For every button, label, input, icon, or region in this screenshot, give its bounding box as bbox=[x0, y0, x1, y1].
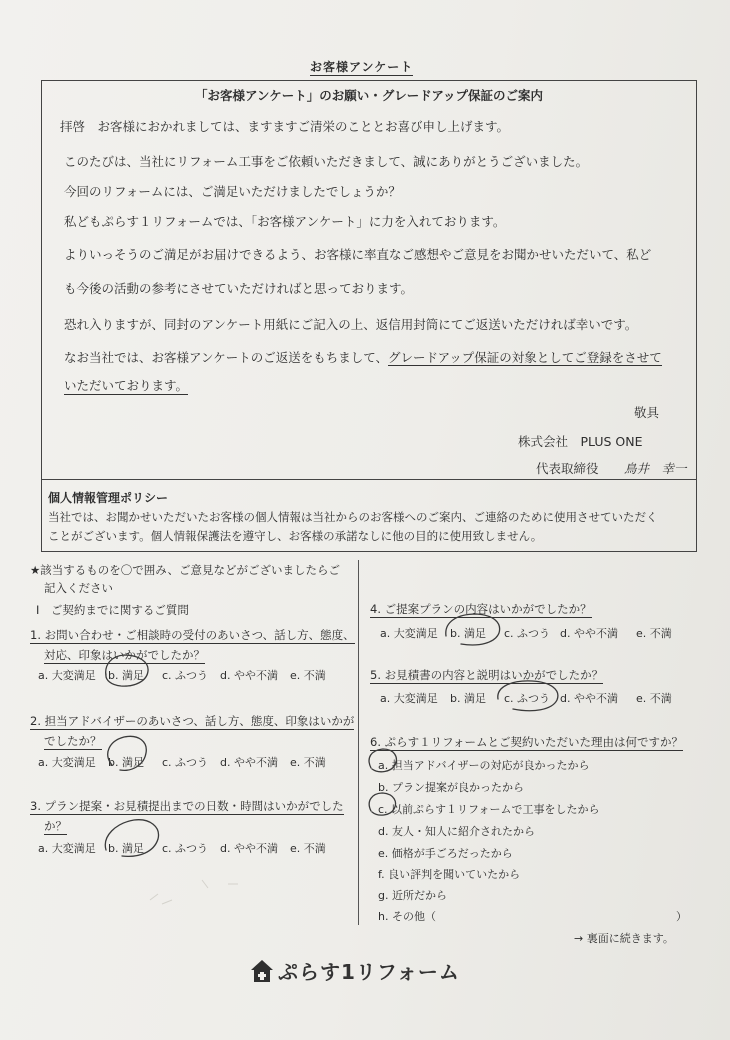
q3-option-a[interactable]: a. 大変満足 bbox=[38, 842, 96, 855]
representative-name: 鳥井 幸一 bbox=[624, 461, 687, 476]
q4-option-e[interactable]: e. 不満 bbox=[636, 627, 672, 640]
company-name: 株式会社 PLUS ONE bbox=[518, 434, 643, 449]
letter-title: 「お客様アンケート」のお願い・グレードアップ保証のご案内 bbox=[195, 88, 544, 103]
reason-g[interactable]: g. 近所だから bbox=[378, 889, 447, 902]
question-2-line-2: でしたか？ bbox=[44, 734, 102, 748]
representative-title: 代表取締役 bbox=[536, 461, 599, 476]
guarantee-underline-2: いただいております。 bbox=[64, 378, 189, 393]
letter-line-3: 今回のリフォームには、ご満足いただけましたでしょうか？ bbox=[64, 184, 401, 199]
q2-option-d[interactable]: d. やや不満 bbox=[220, 756, 278, 769]
question-5: 5. お見積書の内容と説明はいかがでしたか？ bbox=[370, 668, 604, 682]
policy-line-1: 当社では、お聞かせいただいたお客様の個人情報は当社からのお客様へのご案内、ご連絡のために使用させていただく bbox=[48, 510, 658, 524]
q1-option-b[interactable]: b. 満足 bbox=[108, 669, 144, 682]
reason-d[interactable]: d. 友人・知人に紹介されたから bbox=[378, 825, 535, 838]
q5-option-d[interactable]: d. やや不満 bbox=[560, 692, 618, 705]
q5-option-e[interactable]: e. 不満 bbox=[636, 692, 672, 705]
q3-option-d[interactable]: d. やや不満 bbox=[220, 842, 278, 855]
question-4: 4. ご提案プランの内容はいかがでしたか？ bbox=[370, 602, 592, 616]
q2-option-c[interactable]: c. ふつう bbox=[162, 756, 209, 769]
reason-f[interactable]: f. 良い評判を聞いていたから bbox=[378, 868, 521, 881]
reason-h-close: ） bbox=[676, 910, 687, 923]
house-icon bbox=[250, 958, 274, 984]
policy-line-2: ことがございます。個人情報保護法を遵守し、お客様の承諾なしに他の目的に使用致しません。 bbox=[48, 529, 543, 543]
page-title: お客様アンケート bbox=[310, 60, 414, 74]
section-heading: Ⅰ ご契約までに関するご質問 bbox=[36, 603, 189, 617]
letter-line-8-prefix: なお当社では、お客様アンケートのご返送をもちまして、 bbox=[64, 350, 389, 365]
company-logo bbox=[250, 956, 460, 985]
logo-text: ぷらす1リフォーム bbox=[278, 960, 460, 984]
question-2-line-1: 2. 担当アドバイザーのあいさつ、話し方、態度、印象はいかが bbox=[30, 714, 355, 728]
question-1-line-2: 対応、印象はいかがでしたか？ bbox=[44, 648, 205, 662]
reason-c[interactable]: c. 以前ぷらす１リフォームで工事をしたから bbox=[378, 803, 600, 816]
q4-option-d[interactable]: d. やや不満 bbox=[560, 627, 618, 640]
q3-option-b[interactable]: b. 満足 bbox=[108, 842, 144, 855]
closing-word: 敬具 bbox=[634, 405, 660, 420]
guarantee-underline-1: グレードアップ保証の対象としてご登録をさせて bbox=[388, 350, 662, 365]
question-3-line-1: 3. プラン提案・お見積提出までの日数・時間はいかがでした bbox=[30, 799, 344, 813]
q4-option-b[interactable]: b. 満足 bbox=[450, 627, 486, 640]
letter-line-6: も今後の活動の参考にさせていただければと思っております。 bbox=[64, 281, 414, 296]
q3-option-e[interactable]: e. 不満 bbox=[290, 842, 326, 855]
reason-h[interactable]: h. その他（ bbox=[378, 910, 436, 923]
policy-title: 個人情報管理ポリシー bbox=[48, 491, 169, 505]
instruction-line-2: 記入ください bbox=[44, 581, 113, 595]
reason-b[interactable]: b. プラン提案が良かったから bbox=[378, 781, 524, 794]
q5-option-b[interactable]: b. 満足 bbox=[450, 692, 486, 705]
question-3-line-2: か？ bbox=[44, 819, 67, 833]
letter-line-5: よりいっそうのご満足がお届けできるよう、お客様に率直なご感想やご意見をお聞かせいただいて、私ど bbox=[64, 247, 652, 262]
faint-show-through bbox=[150, 880, 238, 904]
reason-a[interactable]: a. 担当アドバイザーの対応が良かったから bbox=[378, 759, 590, 772]
q1-option-d[interactable]: d. やや不満 bbox=[220, 669, 278, 682]
q2-option-e[interactable]: e. 不満 bbox=[290, 756, 326, 769]
letter-line-2: このたびは、当社にリフォーム工事をご依頼いただきまして、誠にありがとうございました。 bbox=[64, 154, 589, 169]
q1-option-a[interactable]: a. 大変満足 bbox=[38, 669, 96, 682]
q1-option-c[interactable]: c. ふつう bbox=[162, 669, 209, 682]
column-divider bbox=[358, 560, 359, 925]
reason-e[interactable]: e. 価格が手ごろだったから bbox=[378, 847, 513, 860]
continue-note: → 裏面に続きます。 bbox=[574, 932, 674, 945]
question-1-line-1: 1. お問い合わせ・ご相談時の受付のあいさつ、話し方、態度、 bbox=[30, 628, 355, 642]
letter-line-1: 拝啓 お客様におかれましては、ますますご清栄のこととお喜び申し上げます。 bbox=[60, 119, 510, 134]
instruction-line-1: ★該当するものを〇で囲み、ご意見などがございましたらご bbox=[30, 563, 340, 577]
question-6: 6. ぷらす１リフォームとご契約いただいた理由は何ですか？ bbox=[370, 735, 684, 749]
q5-option-a[interactable]: a. 大変満足 bbox=[380, 692, 438, 705]
q4-option-c[interactable]: c. ふつう bbox=[504, 627, 551, 640]
q1-option-e[interactable]: e. 不満 bbox=[290, 669, 326, 682]
q5-option-c[interactable]: c. ふつう bbox=[504, 692, 551, 705]
q2-option-b[interactable]: b. 満足 bbox=[108, 756, 144, 769]
q4-option-a[interactable]: a. 大変満足 bbox=[380, 627, 438, 640]
q3-option-c[interactable]: c. ふつう bbox=[162, 842, 209, 855]
letter-line-7: 恐れ入りますが、同封のアンケート用紙にご記入の上、返信用封筒にてご返送いただければ幸いです。 bbox=[64, 317, 638, 332]
letter-line-8 bbox=[64, 348, 662, 366]
q2-option-a[interactable]: a. 大変満足 bbox=[38, 756, 96, 769]
letter-line-4: 私どもぷらす１リフォームでは、「お客様アンケート」に力を入れております。 bbox=[64, 214, 506, 229]
